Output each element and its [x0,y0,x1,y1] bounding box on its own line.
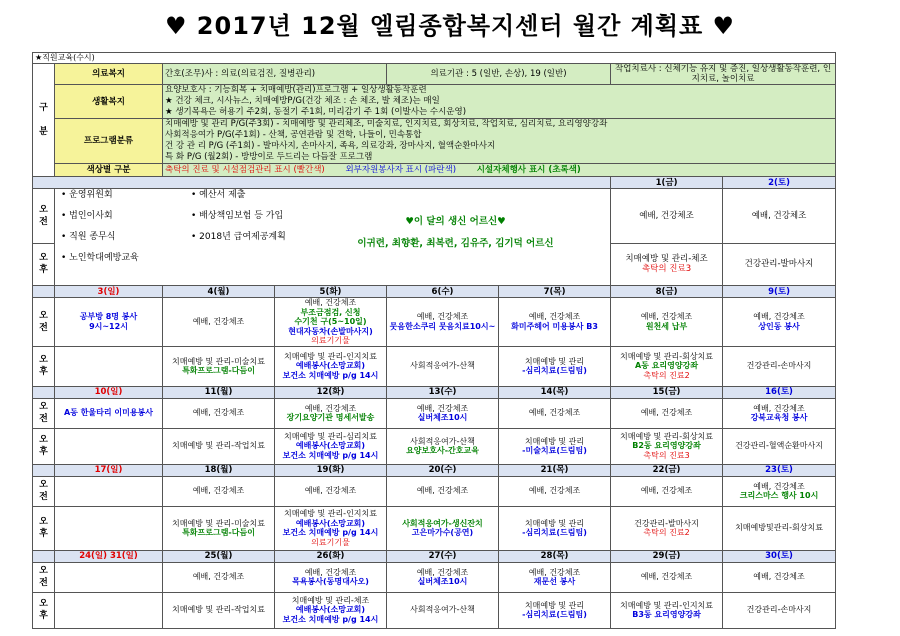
schedule-line: 예배, 건강체조 [753,481,805,491]
schedule-line: 보건소 치매예방 p/g 14시 [282,528,379,537]
memo-item: • 노인학대예방교육 [61,253,139,263]
day-header: 15(금) [611,386,723,398]
schedule-line: 예배, 건강체조 [640,312,693,322]
schedule-line: -심리치료(드림팀) [522,528,587,537]
schedule-line: 강북교육청 봉사 [750,413,808,422]
page-title: ♥ 2017년 12월 엘림종합복지센터 월간 계획표 ♥ [164,12,736,40]
pm-cell [499,346,611,386]
pm-cell [723,506,836,550]
pm-cell [723,592,836,628]
schedule-line: 예배, 건강체조 [192,572,245,582]
birthday-title: ♥이 달의 생신 어르신♥ [405,216,506,227]
pm-cell [163,428,275,464]
pm-line: 치매예방 및 관리-체조 [625,254,708,265]
pm-label: 오 후 [33,428,55,464]
schedule-line: 촉탁의 진료2 [643,370,690,380]
schedule-line: 사회적응여가-생신잔치 [402,518,483,528]
schedule-line: 실버체조10시 [417,577,468,586]
schedule-line: 예배, 건강체조 [192,317,245,326]
pm-row [33,592,836,628]
program-label: 프로그램분류 [55,119,163,164]
schedule-line: 치매예방 및 관리 [524,518,585,528]
schedule-line: A동 한울타리 이미용봉사 [63,408,154,418]
pm-cell [499,592,611,628]
am-label: 오 전 [33,298,55,347]
schedule-line: 사회적응여가-산책 [410,361,475,371]
life-line-2: ★ 건강 체크, 시사뉴스, 치매예방P/G(건강 체조 : 손 체조, 발 체조)는 매일 [165,96,440,106]
schedule-line: 예배, 건강체조 [416,486,469,496]
day-header: 26(화) [275,550,387,562]
color-legend [163,164,836,177]
schedule-line: 치매예방 및 관리-심리치료 [284,431,377,441]
day-header: 27(수) [387,550,499,562]
schedule-line: 상인동 봉사 [758,321,800,331]
program-line-2: 사회적응여가 P/G(주1회) - 산책, 공연관람 및 견학, 나들이, 민속통합 [165,130,422,140]
pm-cell [611,428,723,464]
day-header: 22(금) [611,464,723,476]
memo-box [55,189,611,286]
day-header: 4(월) [163,286,275,298]
schedule-line: -미술치료(드림팀) [522,446,587,455]
am-cell [723,562,836,592]
day-header: 25(월) [163,550,275,562]
day-header: 1(금) [611,177,723,189]
pm-label: 오 후 [33,506,55,550]
schedule-line: 예배, 건강체조 [192,408,245,418]
day-header: 9(토) [723,286,836,298]
schedule-line: 예배, 건강체조 [416,403,469,413]
memo-list [55,189,301,285]
schedule-line: 건강관리-혈액순환마사지 [735,441,823,451]
schedule-line: 예배봉사(소망교회) [295,361,366,371]
am-cell [387,298,499,347]
day-header: 3(일) [55,286,163,298]
pm-line: 촉탁의 진료3 [641,264,692,275]
pm-cell [387,346,499,386]
day-header: 10(일) [55,386,163,398]
schedule-line: 치매예방 및 관리 [524,436,585,446]
week-header-spacer [33,464,55,476]
day-header: 20(수) [387,464,499,476]
day-header: 14(목) [499,386,611,398]
day-header: 2(토) [723,177,836,189]
pm-cell [275,428,387,464]
calendar-table [32,176,836,629]
pm-cell [55,592,163,628]
schedule-line: 9시~12시 [89,321,128,331]
am-cell [275,298,387,347]
am-row [33,398,836,428]
schedule-line: 치매예방 및 관리-작업치료 [172,605,265,615]
schedule-line: 예배, 건강체조 [304,486,357,496]
schedule-line: 재문선 봉사 [533,577,576,586]
schedule-line: -심리치료(드림팀) [522,610,587,619]
schedule-line: 크리스마스 행사 10시 [739,491,819,500]
schedule-line: 건강관리-손마사지 [746,361,812,371]
day-header: 5(화) [275,286,387,298]
day-header: 23(토) [723,464,836,476]
life-detail [163,85,836,119]
schedule-line: 예배봉사(소망교회) [295,518,366,528]
schedule-line: 예배, 건강체조 [528,312,581,322]
schedule-line: 예배, 건강체조 [753,403,805,413]
schedule-line: 치매예방 및 관리-인지치료 [284,351,377,361]
pm-label: 오 후 [33,592,55,628]
schedule-line: 치매예방 및 관리-작업치료 [172,441,265,451]
medical-label: 의료복지 [55,64,163,85]
am-cell [499,298,611,347]
pm-cell [275,592,387,628]
pm-cell [723,428,836,464]
memo-item: • 2018년 급여제공계획 [191,232,286,242]
schedule-line: 예배, 건강체조 [304,567,357,577]
pm-cell [611,592,723,628]
week-header-spacer [33,550,55,562]
schedule-line: 특화프로그램-다듬이 [182,366,255,375]
pm-row [33,506,836,550]
schedule-line: 치매예방및관리-회상치료 [735,523,823,533]
day-header: 19(화) [275,464,387,476]
schedule-line: 뭇음한소쿠리 뭇음치료10시~ [389,321,496,331]
pm-cell [55,346,163,386]
life-line-1: 요양보호사 : 기능회복 + 치매예방(관리)프로그램 + 일상생활동작훈련 [165,85,427,95]
am-cell [55,476,163,506]
week-header-row [33,550,836,562]
birthday-names: 이귀련, 최향환, 최복련, 김유주, 김기덕 어르신 [357,238,554,249]
memo-item: • 예산서 제출 [191,190,246,200]
am-row [33,298,836,347]
schedule-line: 예배, 건강체조 [528,567,581,577]
pm-cell [387,428,499,464]
pm-cell [499,428,611,464]
pm-cell [611,506,723,550]
am-cell [275,476,387,506]
schedule-line: 치매예방 및 관리 [524,600,585,610]
schedule-line: 예배, 건강체조 [753,312,805,322]
am-cell [163,298,275,347]
monthly-plan-table [32,52,836,177]
am-label: 오 전 [33,398,55,428]
am-row [33,562,836,592]
am-cell [275,562,387,592]
pm-cell [611,346,723,386]
schedule-line: 예배, 건강체조 [192,486,245,496]
schedule-line: 고은마가수(공연) [411,528,474,537]
schedule-line: 요양보호사-간호교육 [406,446,479,455]
schedule-line: 예배봉사(소망교회) [295,605,366,615]
memo-item: • 직원 종무식 [61,232,116,242]
pm-cell [275,346,387,386]
schedule-line: 예배, 건강체조 [416,567,469,577]
am-cell [611,398,723,428]
day-header: 17(일) [55,464,163,476]
pm-row [33,346,836,386]
pm-cell [387,506,499,550]
day-header: 12(화) [275,386,387,398]
schedule-line: -심리치료(드림팀) [522,366,587,375]
schedule-line: 예배, 건강체조 [640,486,693,496]
schedule-line: 치매예방 및 관리-회상치료 [620,431,714,441]
day-header: 6(수) [387,286,499,298]
schedule-line: 치매예방 및 관리-미술치료 [172,518,265,528]
schedule-line: 의료기기물 [311,336,350,345]
am-cell [387,476,499,506]
am-cell [55,562,163,592]
pm-cell [499,506,611,550]
day-header: 13(수) [387,386,499,398]
am-cell [163,476,275,506]
schedule-line: 공부방 8명 봉사 [79,312,138,322]
am-label: 오 전 [33,189,55,244]
day-header: 11(월) [163,386,275,398]
schedule-line: 치매예방 및 관리-체조 [291,595,370,605]
pm-row [33,428,836,464]
schedule-line: 촉탁의 진료2 [643,528,690,537]
pm-label: 오 후 [33,243,55,285]
am-cell [723,298,836,347]
am-cell [163,562,275,592]
memo-item: • 법인이사회 [61,211,113,221]
pm-cell [275,506,387,550]
schedule-line: 실버체조10시 [417,413,468,422]
schedule-line: 치매예방 및 관리-미술치료 [172,356,265,366]
day-header: 16(토) [723,386,836,398]
schedule-line: 현대자동차(손발마사지) [288,326,373,336]
program-line-3: 건 강 관 리 P/G (주1회) - 발마사지, 손마사지, 족욕, 의료강좌, 장마사지, 혈액순환마사지 [165,141,496,151]
day-header: 8(금) [611,286,723,298]
week-header-spacer [33,386,55,398]
schedule-line: 예배, 건강체조 [640,572,693,582]
medical-institution: 의료기관 : 5 (일반, 손상), 19 (일반) [387,64,611,85]
schedule-line: 부조금점검, 신청 [300,307,361,317]
schedule-line: A동 요리영양강좌 [634,361,699,371]
am-cell [55,398,163,428]
day-header: 18(월) [163,464,275,476]
week0-header-blank [33,177,611,189]
category-side-label: 구 분 [33,64,55,177]
program-line-1: 치매예방 및 관리 P/G(주3회) - 치매예방 및 관리체조, 미술치료, 인지치료, 회상치료, 작업치료, 심리치료, 요리영양강좌 [165,119,608,129]
pm-label: 오 후 [33,346,55,386]
schedule-line: 사회적응여가-산책 [410,436,475,446]
memo-item: • 배상책임보험 등 가입 [191,211,284,221]
schedule-line: 예배, 건강체조 [528,486,581,496]
day-header: 24(일) 31(일) [55,550,163,562]
week-header-row [33,286,836,298]
am-cell [275,398,387,428]
schedule-line: 촉탁의 진료3 [643,450,690,460]
schedule-line: 장기요양기관 명세서발송 [286,413,375,422]
am-row [33,476,836,506]
life-label: 생활복지 [55,85,163,119]
am-cell [163,398,275,428]
schedule-line: 예배, 건강체조 [640,408,693,418]
am-cell [611,476,723,506]
staff-education: ★직원교육(수시) [33,53,836,64]
pm-cell [55,506,163,550]
am-cell [611,298,723,347]
schedule-line: 보건소 치매예방 p/g 14시 [282,614,379,624]
day-header: 29(금) [611,550,723,562]
schedule-line: B3동 요리영양강좌 [632,610,701,619]
legend-blue: 외부자원봉사자 표시 (파란색) [345,165,457,175]
schedule-line: 건강관리-손마사지 [746,605,812,615]
am-cell [499,562,611,592]
schedule-line: 보건소 치매예방 p/g 14시 [282,450,379,460]
pm-cell [611,243,723,285]
schedule-line: 치매예방 및 관리-인지치료 [284,509,377,518]
am-label: 오 전 [33,476,55,506]
schedule-line: 건강관리-발마사지 [634,518,699,528]
pm-cell: 건강관리-발마사지 [723,243,836,285]
schedule-line: 치매예방 및 관리 [524,356,585,366]
am-cell [499,476,611,506]
schedule-line: 수기천 구(5~10일) [294,317,367,326]
day-header: 30(토) [723,550,836,562]
medical-nurse: 간호(조무)사 : 의료(의료검진, 질병관리) [163,64,387,85]
am-label: 오 전 [33,562,55,592]
legend-green: 시설자체행사 표시 (초록색) [476,165,581,175]
am-cell [611,562,723,592]
pm-cell [163,592,275,628]
birthday-box [301,189,610,285]
schedule-line: 예배, 건강체조 [528,408,581,418]
program-line-4: 특 화 P/G (월2회) - 방방이로 두드리는 다듬잘 프로그램 [165,152,373,162]
schedule-line: 치매예방 및 관리-회상치료 [620,351,714,361]
pm-cell [163,346,275,386]
week-header-row [33,464,836,476]
schedule-line: 치매예방 및 관리-인지치료 [620,600,714,610]
legend-label: 색상별 구분 [55,164,163,177]
pm-cell [723,346,836,386]
day-header: 28(목) [499,550,611,562]
schedule-line: 원천세 납부 [645,321,688,331]
pm-cell [387,592,499,628]
schedule-line: 예배, 건강체조 [416,312,469,322]
am-cell [387,562,499,592]
schedule-line: 예배봉사(소망교회) [295,441,366,451]
week-header-row [33,386,836,398]
am-cell: 예배, 건강체조 [723,189,836,244]
am-cell [387,398,499,428]
schedule-line: 보건소 치매예방 p/g 14시 [282,370,379,380]
am-cell [723,398,836,428]
schedule-line: 화미주헤어 미용봉사 B3 [511,321,598,331]
am-cell [499,398,611,428]
schedule-line: 예배, 건강체조 [304,403,357,413]
schedule-line: 예배, 건강체조 [753,572,805,582]
memo-item: • 운영위원회 [61,190,113,200]
medical-therapist: 작업치료사 : 신체기능 유지 및 증진, 일상생활동작훈련, 인지치료, 놀이치료 [611,64,836,85]
schedule-line: 사회적응여가-산책 [410,605,475,615]
program-detail [163,119,836,164]
schedule-line: B2동 요리영양강좌 [632,441,701,451]
day-header: 7(목) [499,286,611,298]
schedule-line: 특화프로그램-다듬이 [182,528,255,537]
legend-red: 축탁의 진료 및 시설점검관리 표시 (빨간색) [165,165,325,175]
schedule-line: 예배, 건강체조 [304,298,357,307]
am-cell: 예배, 건강체조 [611,189,723,244]
day-header: 21(목) [499,464,611,476]
schedule-line: 목욕봉사(동명대사오) [292,577,369,586]
week-header-spacer [33,286,55,298]
pm-cell [163,506,275,550]
am-cell [723,476,836,506]
life-line-3: ★ 생기목욕은 허용기 주2회, 동절기 주1회, 미리감기 주 1회 (이발사는 수시운영) [165,107,467,117]
am-cell [55,298,163,347]
pm-cell [55,428,163,464]
schedule-line: 의료기기물 [311,537,350,547]
